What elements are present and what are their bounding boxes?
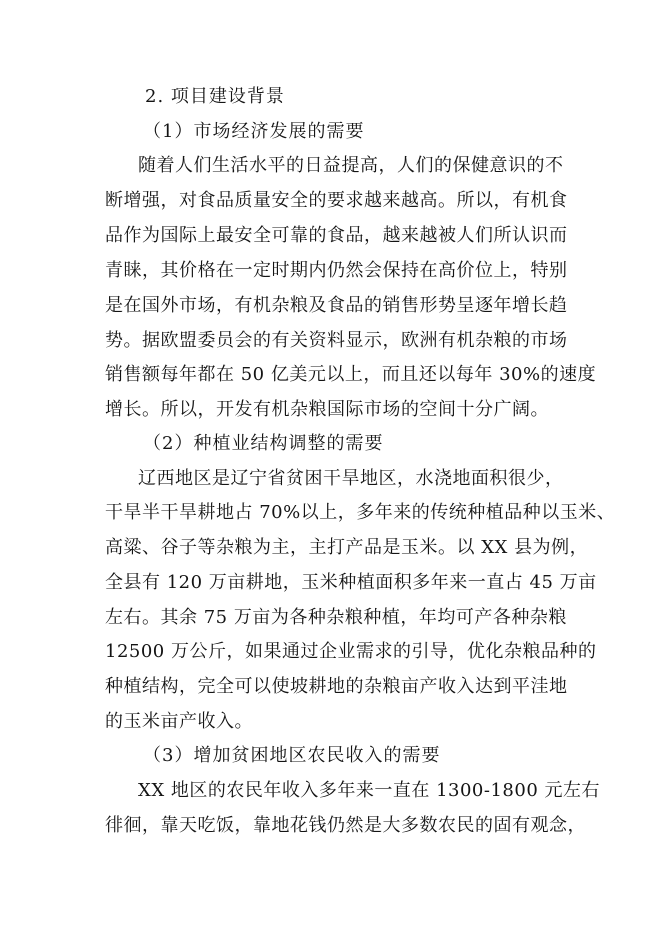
paragraph-line: 左右。其余 75 万亩为各种杂粮种植，年均可产各种杂粮 bbox=[105, 607, 567, 628]
paragraph-line: 青睐，其价格在一定时期内仍然会保持在高价位上，特别 bbox=[105, 260, 568, 281]
section-title: 2. 项目建设背景 bbox=[145, 86, 285, 107]
paragraph-line: 品作为国际上最安全可靠的食品，越来越被人们所认识而 bbox=[105, 225, 568, 246]
subsection-heading-2: （2）种植业结构调整的需要 bbox=[143, 433, 384, 454]
paragraph-line: 增长。所以，开发有机杂粮国际市场的空间十分广阔。 bbox=[105, 399, 549, 420]
paragraph-line: 的玉米亩产收入。 bbox=[105, 711, 253, 732]
paragraph-line: 全县有 120 万亩耕地，玉米种植面积多年来一直占 45 万亩 bbox=[105, 572, 597, 593]
paragraph-line: 徘徊，靠天吃饭，靠地花钱仍然是大多数农民的固有观念， bbox=[105, 815, 586, 836]
paragraph-line: 干旱半干旱耕地占 70%以上，多年来的传统种植品种以玉米、 bbox=[105, 502, 616, 523]
paragraph-line: 断增强，对食品质量安全的要求越来越高。所以，有机食 bbox=[105, 190, 568, 211]
subsection-heading-1: （1）市场经济发展的需要 bbox=[143, 121, 365, 142]
paragraph-line: 种植结构，完全可以使坡耕地的杂粮亩产收入达到平洼地 bbox=[105, 676, 568, 697]
paragraph-line: 高粱、谷子等杂粮为主，主打产品是玉米。以 XX 县为例， bbox=[105, 537, 589, 558]
paragraph-line: 辽西地区是辽宁省贫困干旱地区，水浇地面积很少， bbox=[138, 468, 564, 489]
paragraph-line: 势。据欧盟委员会的有关资料显示，欧洲有机杂粮的市场 bbox=[105, 330, 568, 351]
paragraph-line: 12500 万公斤，如果通过企业需求的引导，优化杂粮品种的 bbox=[105, 641, 597, 662]
paragraph-line: 是在国外市场，有机杂粮及食品的销售形势呈逐年增长趋 bbox=[105, 295, 568, 316]
paragraph-line: 随着人们生活水平的日益提高，人们的保健意识的不 bbox=[138, 155, 564, 176]
paragraph-line: 销售额每年都在 50 亿美元以上，而且还以每年 30%的速度 bbox=[105, 364, 597, 385]
subsection-heading-3: （3）增加贫困地区农民收入的需要 bbox=[143, 745, 441, 766]
paragraph-line: XX 地区的农民年收入多年来一直在 1300-1800 元左右 bbox=[138, 780, 600, 801]
